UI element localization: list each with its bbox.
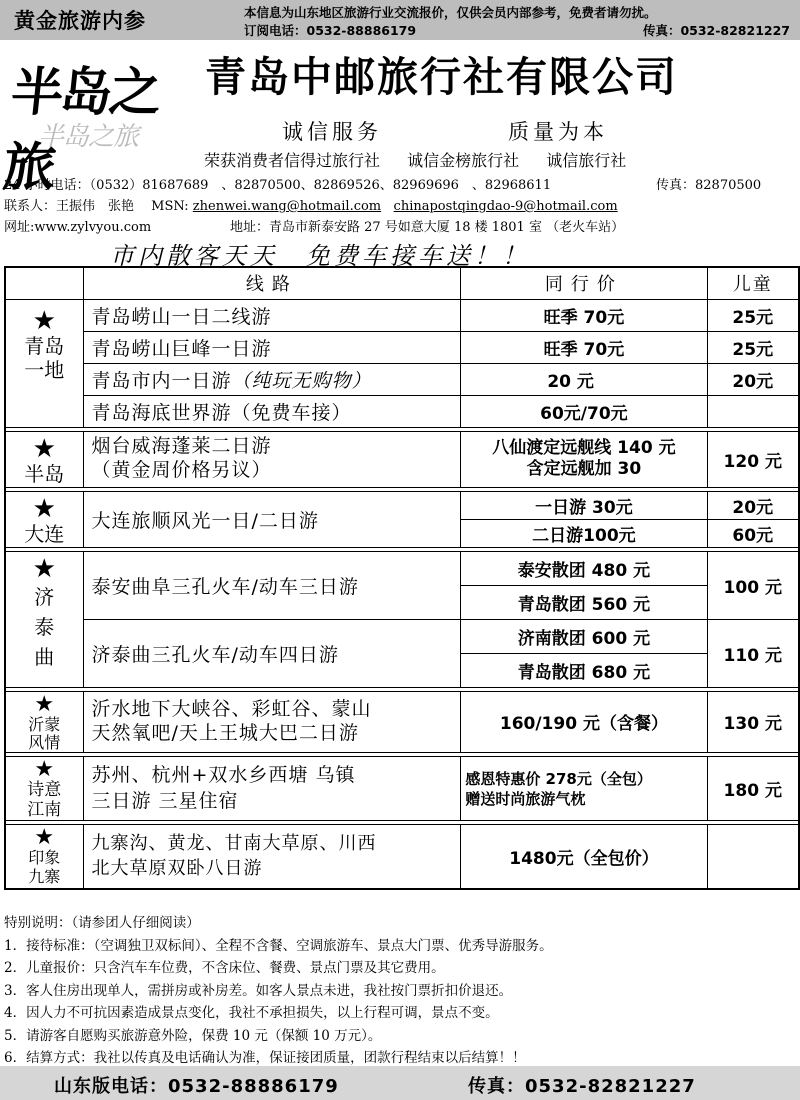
region-jiuzhai (5, 825, 83, 889)
region-label: 青岛 (24, 333, 65, 358)
header-notice: 本信息为山东地区旅游行业交流报价，仅供会员内部参考，免费者请勿扰。 (244, 5, 657, 20)
region-label: 半岛 (24, 461, 65, 486)
route-name: 苏州、杭州+双水乡西塘 乌镇 三日游 三星住宿 (83, 757, 461, 821)
note-item: 3．客人住房出现单人，需拼房或补房差。如客人景点未进，我社按门票折扣价退还。 (4, 982, 513, 999)
child-price: 110 元 (707, 619, 799, 687)
msn-link-1[interactable]: zhenwei.wang@hotmail.com (192, 199, 382, 214)
child-price: 20元 (707, 491, 799, 519)
child-price (707, 395, 799, 427)
slogan-quality: 质量为本 (508, 120, 608, 144)
child-price: 100 元 (707, 551, 799, 619)
footer-phone: 山东版电话：0532-88886179 (54, 1076, 339, 1097)
route-name: 青岛崂山一日二线游 (83, 299, 461, 331)
header-child: 儿童 (707, 267, 799, 299)
route-price: 感恩特惠价 278元（全包） 赠送时尚旅游气枕 (461, 757, 707, 821)
region-label: 印象 (28, 848, 61, 868)
table-row (5, 431, 799, 487)
region-qingdao (5, 299, 83, 427)
company-name: 青岛中邮旅行社有限公司 (205, 53, 678, 101)
brand-title: 黄金旅游内参 (14, 9, 146, 33)
region-label: 泰 (34, 614, 55, 639)
table-header-row (5, 267, 799, 299)
note-item: 1．接待标准：（空调独卫双标间）、全程不含餐、空调旅游车、景点大门票、优秀导游服务。 (4, 937, 553, 954)
region-label: 沂蒙 (28, 714, 61, 734)
region-label: 江南 (27, 799, 62, 820)
route-price: 20 元 (461, 363, 707, 395)
hotline: 24 小时电话：（0532）81687689 、82870500、82869526、82969696 、82968611 (4, 178, 552, 193)
route-price: 泰安散团 480 元 (461, 551, 707, 585)
route-price: 八仙渡定远舰线 140 元 含定远舰加 30 (461, 431, 707, 487)
route-price: 济南散团 600 元 (461, 619, 707, 653)
region-label: 大连 (24, 521, 65, 546)
note-item: 2．儿童报价：只含汽车车位费，不含床位、餐费、景点门票及其它费用。 (4, 960, 445, 976)
price-table (4, 266, 800, 890)
note-item: 4．因人力不可抗因素造成景点变化，我社不承担损失，以上行程可调，景点不变。 (4, 1005, 499, 1021)
table-row (5, 551, 799, 585)
region-label: 风情 (28, 732, 61, 752)
route-price: 1480元（全包价） (461, 825, 707, 889)
honor-item: 诚信金榜旅行社 (407, 151, 520, 170)
header-route: 线路 (83, 267, 461, 299)
region-dalian (5, 491, 83, 547)
contact-persons: 联系人：王振伟 张艳 MSN: (4, 199, 193, 214)
route-name: 九寨沟、黄龙、甘南大草原、川西 北大草原双卧八日游 (83, 825, 461, 889)
child-price: 25元 (707, 299, 799, 331)
route-name: 泰安曲阜三孔火车/动车三日游 (83, 551, 461, 619)
table-row (5, 619, 799, 653)
route-price: 旺季 70元 (461, 331, 707, 363)
route-name: 沂水地下大峡谷、彩虹谷、蒙山 天然氧吧/天上王城大巴二日游 (83, 691, 461, 753)
note-item: 5．请游客自愿购买旅游意外险，保费 10 元（保额 10 万元）。 (4, 1027, 382, 1044)
logo-text: 半岛之旅 (0, 62, 162, 198)
child-price (707, 825, 799, 889)
route-name: 青岛崂山巨峰一日游 (83, 331, 461, 363)
region-jitaiqu (5, 551, 83, 687)
contact-fax: 传真：82870500 (656, 178, 762, 193)
star-icon: ★ (34, 757, 55, 783)
table-row (5, 331, 799, 363)
msn-link-2[interactable]: chinapostqingdao-9@hotmail.com (393, 199, 618, 214)
route-name: 济泰曲三孔火车/动车四日游 (83, 619, 461, 687)
route-name: 大连旅顺风光一日/二日游 (83, 491, 461, 547)
region-label: 曲 (34, 644, 55, 669)
region-jiangnan (5, 757, 83, 821)
contacts-line (4, 195, 618, 214)
note-item: 6．结算方式：我社以传真及电话确认为准，保证接团质量，团款行程结束以后结算！！ (4, 1050, 526, 1066)
address: 地址：青岛市新泰安路 27 号如意大厦 18 楼 1801 室 （老火车站） (230, 220, 625, 235)
route-name: 烟台威海蓬莱二日游 （黄金周价格另议） (83, 431, 461, 487)
table-row (5, 363, 799, 395)
logo (0, 46, 198, 198)
region-label: 九寨 (28, 866, 61, 886)
star-icon: ★ (32, 433, 56, 464)
table-row (5, 691, 799, 753)
region-label: 一地 (24, 357, 65, 382)
route-price: 旺季 70元 (461, 299, 707, 331)
website-link[interactable]: 网址:www.zylvyou.com (4, 220, 152, 235)
child-price: 130 元 (707, 691, 799, 753)
honors-line (204, 148, 648, 171)
footer-fax: 传真：0532-82821227 (468, 1076, 696, 1097)
route-price: 160/190 元（含餐） (461, 691, 707, 753)
table-row (5, 299, 799, 331)
region-label: 济 (34, 584, 55, 609)
route-price: 二日游100元 (461, 519, 707, 547)
pickup-banner: 市内散客天天 免费车接车送！！ (110, 242, 530, 270)
website-line (4, 216, 625, 235)
star-icon: ★ (32, 493, 56, 524)
table-row (5, 395, 799, 427)
honor-item: 荣获消费者信得过旅行社 (204, 151, 381, 170)
region-peninsula (5, 431, 83, 487)
route-price: 一日游 30元 (461, 491, 707, 519)
honor-item: 诚信旅行社 (546, 151, 627, 170)
child-price: 25元 (707, 331, 799, 363)
footer-bar (0, 1066, 800, 1100)
star-icon: ★ (34, 691, 55, 717)
hotline-line (4, 174, 762, 193)
star-icon: ★ (32, 305, 56, 336)
header-subline (244, 21, 794, 39)
table-row (5, 491, 799, 519)
region-yimeng (5, 691, 83, 753)
table-row (5, 757, 799, 821)
route-price: 青岛散团 560 元 (461, 585, 707, 619)
region-label: 诗意 (27, 780, 62, 801)
route-price: 青岛散团 680 元 (461, 653, 707, 687)
header-region (5, 267, 83, 299)
table-row (5, 825, 799, 889)
star-icon: ★ (34, 825, 55, 851)
header-fax: 传真：0532-82821227 (642, 23, 790, 38)
subscribe-phone: 订阅电话：0532-88886179 (244, 23, 417, 38)
route-price: 60元/70元 (461, 395, 707, 427)
logo-shadow-text: 半岛之旅 (38, 122, 139, 152)
header-bar (0, 0, 800, 40)
route-name: 青岛海底世界游（免费车接） (83, 395, 461, 427)
child-price: 180 元 (707, 757, 799, 821)
special-notes (4, 912, 553, 1070)
header-price: 同行价 (461, 267, 707, 299)
route-name: 青岛市内一日游（纯玩无购物） (83, 363, 461, 395)
notes-title: 特别说明：（请参团人仔细阅读） (4, 915, 200, 931)
child-price: 120 元 (707, 431, 799, 487)
route-note: （纯玩无购物） (231, 369, 372, 392)
child-price: 60元 (707, 519, 799, 547)
star-icon: ★ (32, 553, 56, 584)
slogan-integrity: 诚信服务 (282, 120, 382, 144)
child-price: 20元 (707, 363, 799, 395)
